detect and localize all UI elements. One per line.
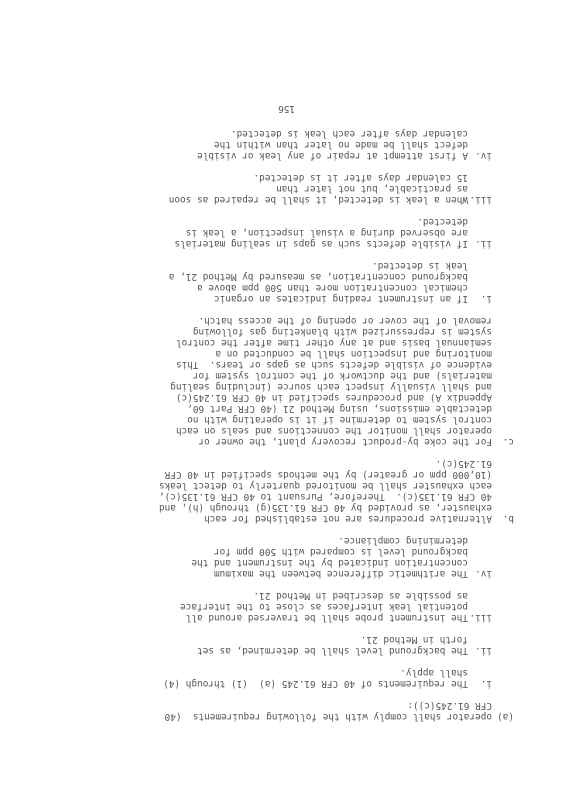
paragraph-c-line: removal of the cover or opening of the access hatch. <box>198 315 492 326</box>
item-a-line: concentration indicated by the instrument and the <box>191 557 468 568</box>
item-c-line: defect shall be made no later than within the <box>214 139 468 150</box>
paragraph-c-marker: c. <box>502 436 514 447</box>
item-c-line: chemical concentration more than 500 ppm above a <box>197 282 468 293</box>
paragraph-b-line: each exhauster shall be monitored quarterly to detect leaks <box>158 480 492 491</box>
item-a-line: The background level shall be determined, as set <box>197 645 468 656</box>
item-a-marker: ii. <box>475 645 492 656</box>
paragraph-b-line: (10,000 ppm or greater) by the methods specified in 40 CFR <box>164 469 492 480</box>
item-a-line: determining compliance. <box>338 535 468 546</box>
item-c-line: as practicable, but not later than <box>276 183 468 194</box>
paragraph-a-line: operator shall comply with the following requirements (40 <box>164 711 492 722</box>
paragraph-a-marker: (a) <box>497 711 514 722</box>
paragraph-b-line: Alternative procedures are not established for each <box>204 513 492 524</box>
paragraph-c-line: materials) and the ductwork of the control system for <box>192 370 492 381</box>
item-a-line: potential leak interfaces as close to the interface <box>180 601 468 612</box>
item-c-line: background concentration, as measured by Method 21, a <box>168 271 468 282</box>
paragraph-c-line: system is repressurized with blanketing gas following <box>192 326 492 337</box>
paragraph-c-line: operator shall monitor the connections and seals on each <box>175 425 492 436</box>
item-c-line: When a leak is detected, it shall be repaired as soon <box>168 194 468 205</box>
paragraph-c-line: For the coke by-product recovery plant, the owner or <box>198 436 492 447</box>
paragraph-c-line: evidence of visible defects such as gaps or tears. This <box>175 359 492 370</box>
item-c-marker: ii. <box>475 238 492 249</box>
paragraph-b-line: 40 CFR 61.135(c). Therefore, Pursuant to 40 CFR 61.135(c), <box>158 491 492 502</box>
item-c-line: leak is detected. <box>372 260 468 271</box>
paragraph-c-line: Appendix A) and procedures specified in 40 CFR 61.245(c) <box>175 392 492 403</box>
paragraph-c-line: detectable emissions, using Method 21 (40 CFR Part 60, <box>187 403 492 414</box>
paragraph-a-line: CFR 61.245(c)): <box>407 700 492 711</box>
paragraph-c-line: and shall visually inspect each source (including sealing <box>170 381 492 392</box>
paragraph-c-line: semiannual basis and at any other time after the control <box>175 337 492 348</box>
paragraph-b-line: exhauster, as provided by 40 CFR 61.135(g) through (h), and <box>158 502 492 513</box>
paragraph-c-line: control system to determine if it is operating with no <box>187 414 492 425</box>
paragraph-b-marker: b. <box>502 513 514 524</box>
item-a-line: forth in Method 21. <box>360 634 468 645</box>
item-a-marker: i. <box>480 678 492 689</box>
item-c-line: A first attempt at repair of any leak or visible <box>197 150 468 161</box>
item-a-line: The instrument probe shall be traversed around all <box>185 612 468 623</box>
item-a-line: shall apply. <box>400 667 468 678</box>
paragraph-c-line: monitoring and inspection shall be conducted on a <box>215 348 492 359</box>
item-c-marker: i. <box>480 293 492 304</box>
item-c-line: 15 calendar days after it is detected. <box>253 172 468 183</box>
item-a-line: The arithmetic difference between the maximum <box>214 568 468 579</box>
item-a-marker: iv. <box>475 568 492 579</box>
item-c-line: If an instrument reading indicates an organic <box>214 293 468 304</box>
item-a-marker: iii. <box>469 612 492 623</box>
item-c-line: If visible defects such as gaps in sealing materials <box>174 238 468 249</box>
item-c-marker: iii. <box>469 194 492 205</box>
item-c-line: calendar days after each leak is detected. <box>230 128 468 139</box>
item-a-line: as possible as described in Method 21. <box>253 590 468 601</box>
paragraph-b-line: 61.245(c). <box>435 458 492 469</box>
page-number: 156 <box>278 103 295 114</box>
item-a-line: The requirements of 40 CFR 61.245 (a) (1) through (4) <box>163 678 468 689</box>
item-a-line: background level is compared with 500 ppm for <box>214 546 468 557</box>
item-c-line: are observed during a visual inspection, a leak is <box>185 227 468 238</box>
item-c-marker: iv. <box>475 150 492 161</box>
item-c-line: detected. <box>417 216 468 227</box>
